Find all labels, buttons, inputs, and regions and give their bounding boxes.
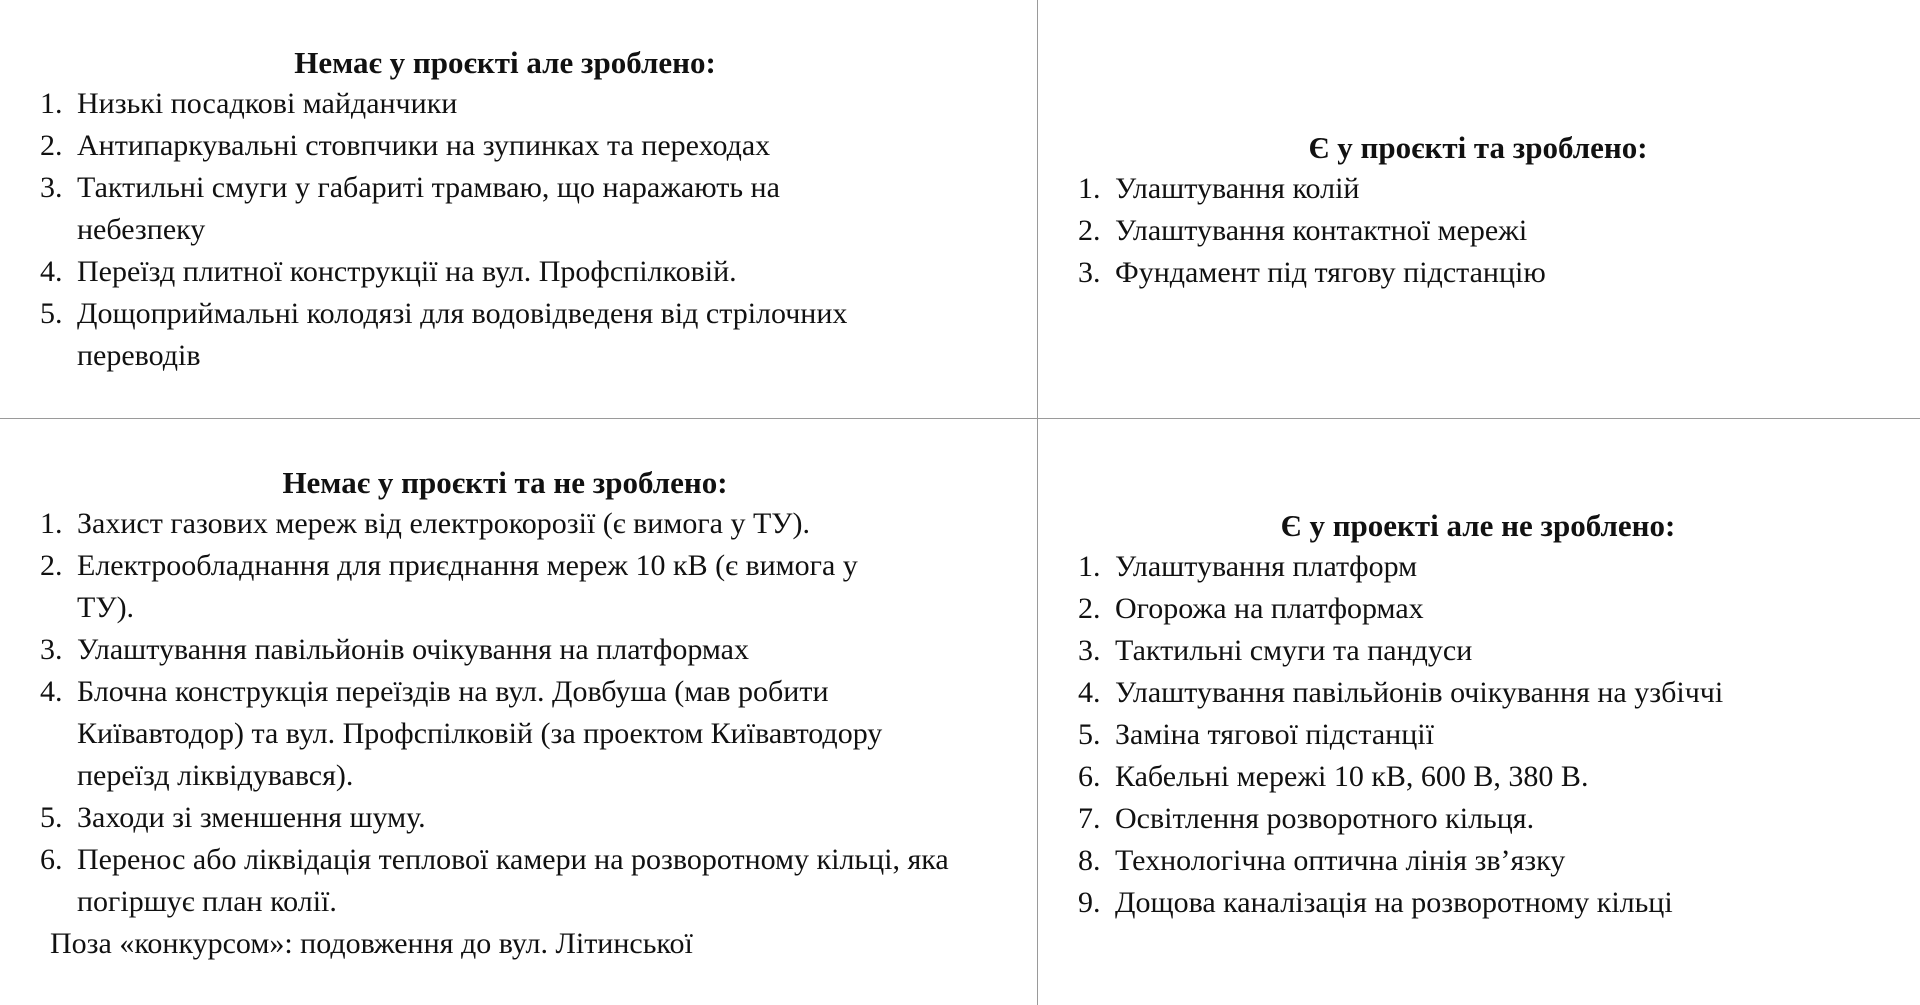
item-list xyxy=(1078,168,1908,294)
list-item xyxy=(40,83,1000,125)
list-item xyxy=(40,629,1000,671)
quadrant-title: Немає у проєкті але зроблено: xyxy=(294,45,716,80)
list-item xyxy=(1078,840,1908,882)
item-number: 3. xyxy=(1078,256,1101,289)
list-item xyxy=(1078,588,1908,630)
item-text: Переїзд плитної конструкції на вул. Профспілковій. xyxy=(77,255,737,288)
item-text: Електрообладнання для приєднання мереж 10 кВ (є вимога у ТУ). xyxy=(77,549,858,624)
list-item xyxy=(40,839,1000,923)
item-text: Перенос або ліквідація теплової камери на розворотному кільці, яка погіршує план колії. xyxy=(77,843,949,918)
list-item xyxy=(1078,546,1908,588)
item-text: Фундамент під тягову підстанцію xyxy=(1115,256,1546,289)
quadrant-title: Немає у проєкті та не зроблено: xyxy=(282,465,728,500)
footnote: Поза «конкурсом»: подовження до вул. Літинської xyxy=(50,927,693,960)
item-text: Тактильні смуги та пандуси xyxy=(1115,634,1473,667)
item-text: Дощова каналізація на розворотному кільці xyxy=(1115,886,1673,919)
item-number: 7. xyxy=(1078,802,1101,835)
item-number: 2. xyxy=(1078,214,1101,247)
quadrant-title: Є у проекті але не зроблено: xyxy=(1280,508,1676,543)
item-text: Улаштування павільйонів очікування на платформах xyxy=(77,633,749,666)
list-item xyxy=(1078,630,1908,672)
list-item xyxy=(1078,252,1908,294)
item-number: 5. xyxy=(40,801,63,834)
item-text: Дощоприймальні колодязі для водовідведеня від стрілочних переводів xyxy=(77,297,848,372)
list-item xyxy=(40,671,1000,797)
item-text: Блочна конструкція переїздів на вул. Довбуша (мав робити Київавтодор) та вул. Профспілковій (за проектом Київавтодору переїзд ліквідувався). xyxy=(77,675,883,792)
item-number: 1. xyxy=(40,507,63,540)
list-item xyxy=(1078,714,1908,756)
item-number: 4. xyxy=(40,675,63,708)
quadrant-in-project-not-done xyxy=(1078,505,1908,924)
item-number: 5. xyxy=(1078,718,1101,751)
item-text: Улаштування колій xyxy=(1115,172,1360,205)
list-item xyxy=(1078,798,1908,840)
item-text: Огорожа на платформах xyxy=(1115,592,1424,625)
horizontal-divider xyxy=(0,418,1920,419)
list-item xyxy=(1078,882,1908,924)
item-number: 9. xyxy=(1078,886,1101,919)
item-number: 1. xyxy=(1078,172,1101,205)
list-item xyxy=(40,167,1000,251)
item-text: Технологічна оптична лінія зв’язку xyxy=(1115,844,1566,877)
item-number: 1. xyxy=(40,87,63,120)
list-item xyxy=(40,797,1000,839)
list-item xyxy=(1078,672,1908,714)
item-text: Улаштування платформ xyxy=(1115,550,1418,583)
item-number: 4. xyxy=(1078,676,1101,709)
list-item xyxy=(40,293,1000,377)
item-text: Низькі посадкові майданчики xyxy=(77,87,458,120)
item-text: Захист газових мереж від електрокорозії (є вимога у ТУ). xyxy=(77,507,811,540)
item-list xyxy=(40,83,1000,377)
item-number: 4. xyxy=(40,255,63,288)
item-number: 2. xyxy=(1078,592,1101,625)
quadrant-in-project-done xyxy=(1078,127,1908,294)
list-item xyxy=(1078,168,1908,210)
item-text: Антипаркувальні стовпчики на зупинках та переходах xyxy=(77,129,771,162)
item-number: 6. xyxy=(40,843,63,876)
item-text: Заміна тягової підстанції xyxy=(1115,718,1434,751)
item-list xyxy=(1078,546,1908,924)
quadrant-not-in-project-not-done xyxy=(40,462,1020,965)
list-item xyxy=(40,251,1000,293)
item-number: 1. xyxy=(1078,550,1101,583)
quadrant-title: Є у проєкті та зроблено: xyxy=(1308,130,1648,165)
item-list xyxy=(40,503,1000,923)
list-item xyxy=(40,545,1000,629)
quadrant-not-in-project-done xyxy=(40,42,1020,377)
item-text: Освітлення розворотного кільця. xyxy=(1115,802,1535,835)
item-number: 6. xyxy=(1078,760,1101,793)
item-number: 3. xyxy=(40,171,63,204)
vertical-divider xyxy=(1037,0,1038,1005)
item-text: Кабельні мережі 10 кВ, 600 В, 380 В. xyxy=(1115,760,1589,793)
item-number: 2. xyxy=(40,129,63,162)
item-text: Тактильні смуги у габариті трамваю, що наражають на небезпеку xyxy=(77,171,780,246)
item-number: 8. xyxy=(1078,844,1101,877)
item-number: 2. xyxy=(40,549,63,582)
list-item xyxy=(40,503,1000,545)
item-number: 5. xyxy=(40,297,63,330)
list-item xyxy=(1078,756,1908,798)
item-text: Улаштування контактної мережі xyxy=(1115,214,1528,247)
item-text: Улаштування павільйонів очікування на узбіччі xyxy=(1115,676,1724,709)
item-number: 3. xyxy=(1078,634,1101,667)
item-number: 3. xyxy=(40,633,63,666)
item-text: Заходи зі зменшення шуму. xyxy=(77,801,426,834)
list-item xyxy=(40,125,1000,167)
list-item xyxy=(1078,210,1908,252)
